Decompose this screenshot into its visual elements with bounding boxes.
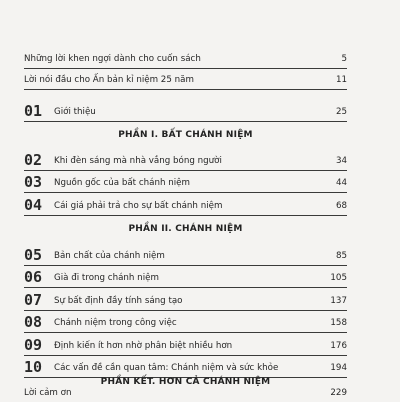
toc-entry-page: 229 [330, 388, 347, 398]
chapter-number: 04 [24, 196, 43, 214]
chapter-number: 05 [24, 246, 43, 264]
toc-chapter-09 [24, 333, 347, 356]
chapter-number: 01 [24, 102, 43, 120]
part-heading-conclusion: PHẦN KẾT. HƠN CẢ CHÁNH NIỆM [100, 377, 271, 387]
toc-entry-title: Lời cảm ơn [24, 388, 72, 398]
toc-chapter-04 [24, 193, 347, 216]
chapter-title: Già đi trong chánh niệm [54, 273, 159, 283]
chapter-number: 02 [24, 151, 43, 169]
chapter-number: 10 [24, 358, 43, 376]
toc-entry-title: Những lời khen ngợi dành cho cuốn sách [24, 54, 201, 64]
chapter-title: Khi đèn sáng mà nhà vắng bóng người [54, 156, 222, 166]
chapter-title: Định kiến ít hơn nhờ phân biệt nhiều hơn [54, 341, 233, 351]
chapter-page: 85 [335, 251, 347, 261]
chapter-title: Chánh niệm trong công việc [54, 318, 177, 328]
chapter-page: 34 [335, 156, 347, 166]
toc-chapter-02 [24, 148, 347, 171]
chapter-title: Sự bất định đầy tính sáng tạo [54, 296, 183, 306]
toc-chapter-03 [24, 170, 347, 193]
chapter-title: Giới thiệu [54, 107, 96, 117]
chapter-page: 68 [335, 201, 347, 211]
part-heading-2: PHẦN II. CHÁNH NIỆM [128, 224, 243, 234]
chapter-page: 194 [330, 363, 347, 373]
toc-chapter-01 [24, 99, 347, 122]
chapter-page: 158 [330, 318, 347, 328]
chapter-page: 137 [330, 296, 347, 306]
toc-chapter-07 [24, 288, 347, 311]
toc-entry-praise [24, 52, 347, 69]
chapter-page: 44 [335, 178, 347, 188]
chapter-number: 09 [24, 336, 43, 354]
toc-entry-page: 11 [335, 75, 347, 85]
toc-chapter-08 [24, 310, 347, 333]
chapter-number: 07 [24, 291, 43, 309]
toc-entry-title: Lời nói đầu cho Ấn bản kỉ niệm 25 năm [24, 75, 194, 85]
chapter-number: 03 [24, 173, 43, 191]
chapter-page: 25 [335, 107, 347, 117]
chapter-title: Cái giá phải trả cho sự bất chánh niệm [54, 201, 223, 211]
toc-chapter-10 [24, 355, 347, 378]
chapter-number: 06 [24, 268, 43, 286]
chapter-title: Các vấn đề cần quan tâm: Chánh niệm và sức khỏe [54, 363, 279, 373]
toc-chapter-06 [24, 265, 347, 288]
chapter-page: 176 [330, 341, 347, 351]
toc-chapter-05 [24, 243, 347, 266]
toc-entry-page: 5 [341, 54, 347, 64]
chapter-page: 105 [330, 273, 347, 283]
chapter-title: Nguồn gốc của bất chánh niệm [54, 178, 190, 188]
toc-entry-foreword [24, 73, 347, 90]
chapter-title: Bản chất của chánh niệm [54, 251, 165, 261]
chapter-number: 08 [24, 313, 43, 331]
part-heading-1: PHẦN I. BẤT CHÁNH NIỆM [118, 130, 253, 140]
